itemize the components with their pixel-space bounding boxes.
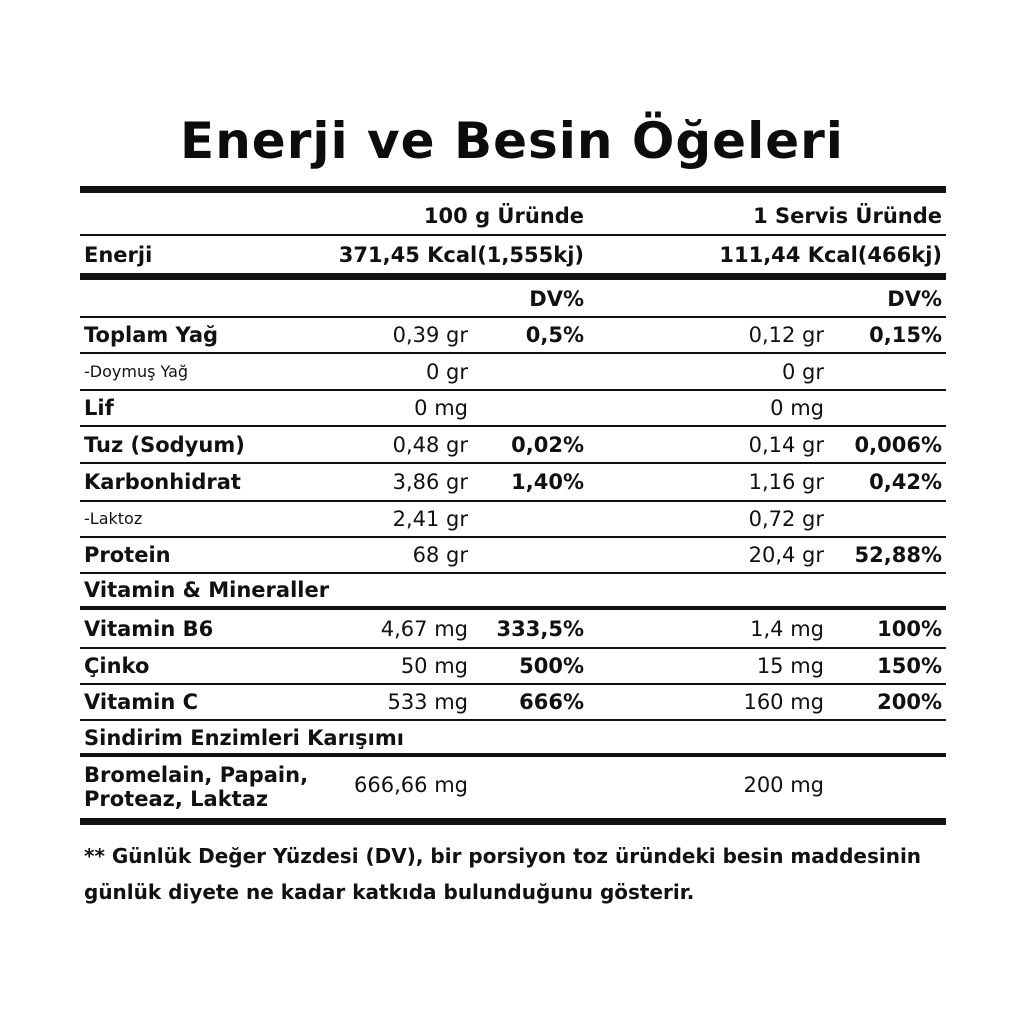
nutrient-name: Vitamin C bbox=[84, 690, 199, 714]
dv-serving: 150% bbox=[877, 654, 942, 678]
table-row bbox=[84, 612, 942, 646]
energy-label: Enerji bbox=[84, 243, 153, 267]
table-row bbox=[84, 465, 942, 499]
nutrient-name: Lif bbox=[84, 396, 114, 420]
value-serving: 1,16 gr bbox=[748, 470, 824, 494]
dv-100g: 0,02% bbox=[511, 433, 584, 457]
energy-value-100g: 371,45 Kcal(1,555kj) bbox=[338, 243, 584, 267]
page-title: Enerji ve Besin Öğeleri bbox=[180, 112, 844, 170]
nutrient-name: Çinko bbox=[84, 654, 150, 678]
dv-serving: 0,42% bbox=[869, 470, 942, 494]
value-serving: 200 mg bbox=[743, 773, 824, 797]
table-row bbox=[84, 649, 942, 683]
section-rule bbox=[80, 273, 946, 280]
value-100g: 3,86 gr bbox=[392, 470, 468, 494]
col-header-serving: 1 Servis Üründe bbox=[753, 204, 942, 228]
dv-100g: 333,5% bbox=[496, 617, 584, 641]
table-row bbox=[84, 685, 942, 719]
nutrient-name: Protein bbox=[84, 543, 171, 567]
value-100g: 68 gr bbox=[412, 543, 468, 567]
section-heading-row bbox=[84, 573, 942, 607]
section-heading-row bbox=[84, 721, 942, 755]
dv-serving: 0,15% bbox=[869, 323, 942, 347]
footnote: ** Günlük Değer Yüzdesi (DV), bir porsiyon toz üründeki besin maddesinin günlük diyete ne kadar katkıda bulunduğunu gösterir. bbox=[84, 844, 922, 904]
value-serving: 160 mg bbox=[743, 690, 824, 714]
table-row bbox=[84, 318, 942, 352]
dv-100g: 500% bbox=[519, 654, 584, 678]
nutrient-name: -Doymuş Yağ bbox=[84, 362, 189, 381]
value-100g: 533 mg bbox=[387, 690, 468, 714]
value-100g: 666,66 mg bbox=[354, 773, 468, 797]
value-serving: 0,72 gr bbox=[748, 507, 824, 531]
value-100g: 0,48 gr bbox=[392, 433, 468, 457]
dv-100g: 666% bbox=[519, 690, 584, 714]
table-row bbox=[84, 355, 942, 389]
dv-label-serving: DV% bbox=[887, 287, 942, 311]
nutrient-name: Karbonhidrat bbox=[84, 470, 241, 494]
divider bbox=[80, 462, 946, 464]
divider bbox=[80, 234, 946, 236]
energy-row bbox=[84, 238, 942, 272]
divider bbox=[80, 425, 946, 427]
table-row bbox=[84, 428, 942, 462]
value-serving: 0,14 gr bbox=[748, 433, 824, 457]
value-serving: 20,4 gr bbox=[748, 543, 824, 567]
table-row bbox=[84, 538, 942, 572]
value-serving: 1,4 mg bbox=[750, 617, 824, 641]
dv-header-row bbox=[84, 282, 942, 316]
value-100g: 50 mg bbox=[400, 654, 468, 678]
column-header-row bbox=[84, 199, 942, 233]
enzymes-name-line2: Proteaz, Laktaz bbox=[84, 787, 269, 811]
dv-serving: 0,006% bbox=[854, 433, 942, 457]
dv-100g: 1,40% bbox=[511, 470, 584, 494]
energy-value-serving: 111,44 Kcal(466kj) bbox=[719, 243, 942, 267]
table-row bbox=[84, 502, 942, 536]
value-100g: 0 gr bbox=[426, 360, 468, 384]
nutrient-name: -Laktoz bbox=[84, 509, 143, 528]
vitamins-heading: Vitamin & Mineraller bbox=[84, 578, 330, 602]
dv-label-100g: DV% bbox=[529, 287, 584, 311]
dv-serving: 200% bbox=[877, 690, 942, 714]
dv-100g: 0,5% bbox=[525, 323, 584, 347]
value-100g: 4,67 mg bbox=[380, 617, 468, 641]
nutrient-name: Tuz (Sodyum) bbox=[84, 433, 245, 457]
nutrient-name: Toplam Yağ bbox=[84, 323, 219, 347]
nutrient-name: Vitamin B6 bbox=[84, 617, 214, 641]
enzymes-name-line1: Bromelain, Papain, bbox=[84, 763, 309, 787]
value-100g: 0 mg bbox=[414, 396, 468, 420]
divider bbox=[80, 352, 946, 354]
value-serving: 15 mg bbox=[756, 654, 824, 678]
value-serving: 0 mg bbox=[770, 396, 824, 420]
enzymes-row bbox=[84, 768, 942, 802]
value-100g: 0,39 gr bbox=[392, 323, 468, 347]
dv-serving: 100% bbox=[877, 617, 942, 641]
table-top-rule bbox=[80, 186, 946, 193]
enzymes-heading: Sindirim Enzimleri Karışımı bbox=[84, 726, 404, 750]
value-100g: 2,41 gr bbox=[392, 507, 468, 531]
table-row bbox=[84, 391, 942, 425]
table-bottom-rule bbox=[80, 818, 946, 825]
col-header-100g: 100 g Üründe bbox=[423, 204, 584, 228]
value-serving: 0 gr bbox=[782, 360, 824, 384]
dv-serving: 52,88% bbox=[854, 543, 942, 567]
value-serving: 0,12 gr bbox=[748, 323, 824, 347]
